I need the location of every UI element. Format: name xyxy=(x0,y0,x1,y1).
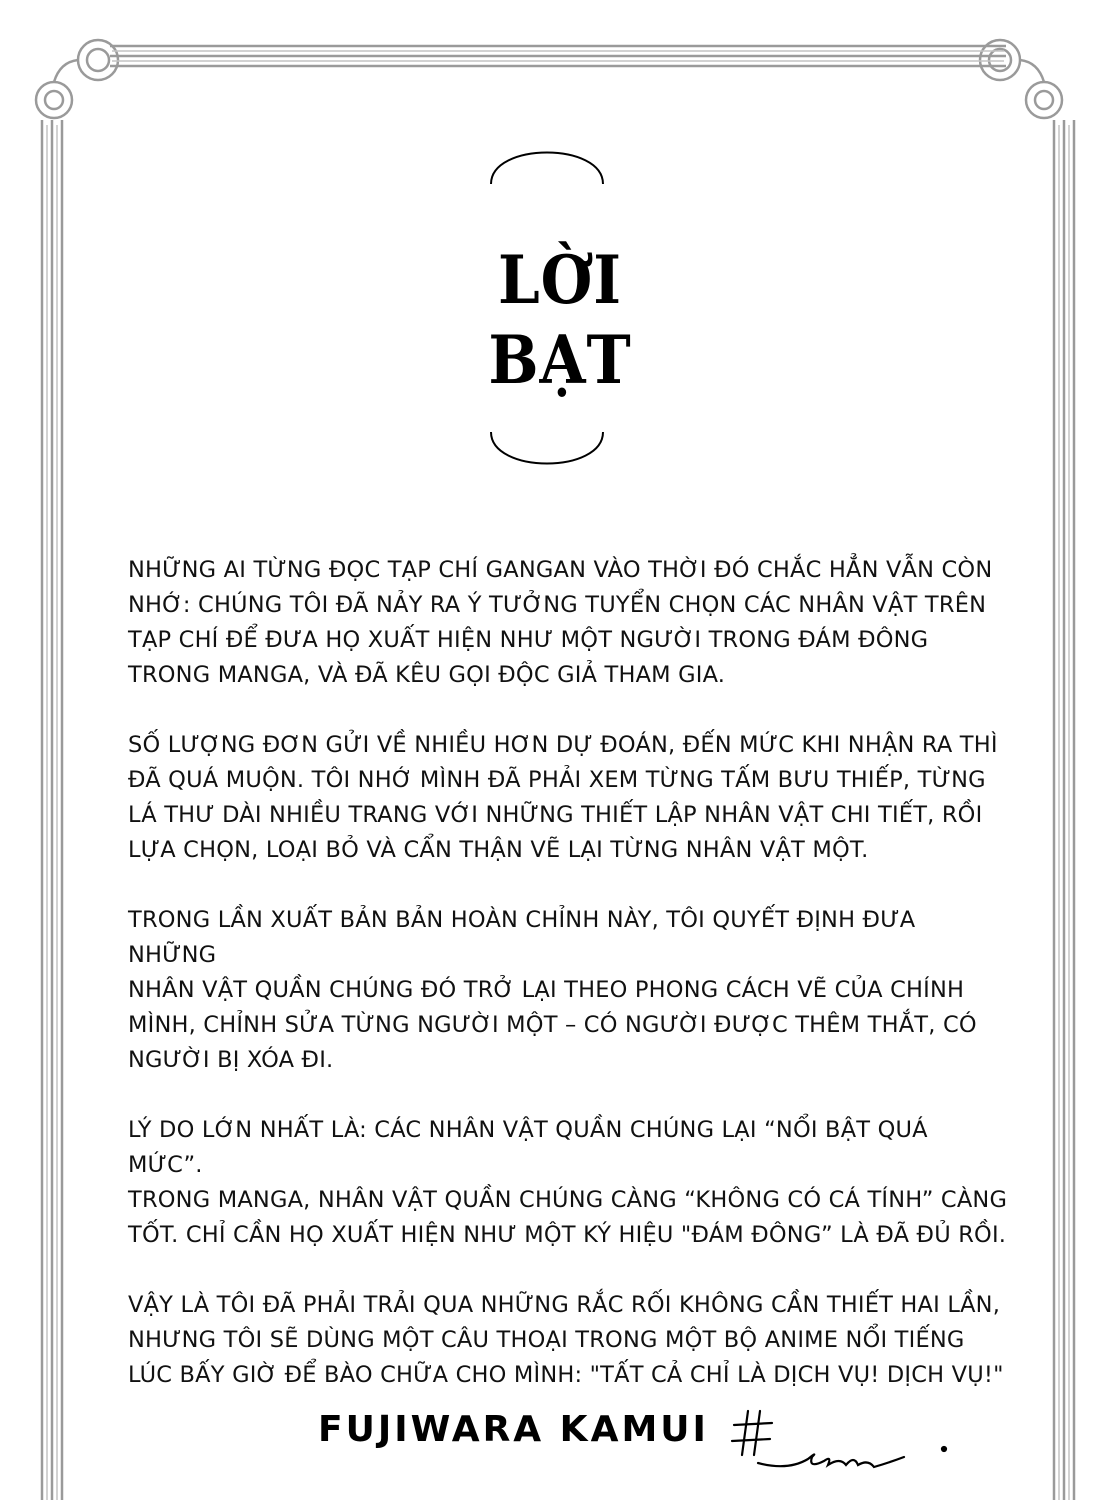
author-name: FUJIWARA KAMUI xyxy=(318,1409,709,1450)
title-bracket-bottom xyxy=(487,432,607,487)
paragraph: NHỮNG AI TỪNG ĐỌC TẠP CHÍ GANGAN VÀO THỜI ĐÓ CHẮC HẲN VẪN CÒN NHỚ: CHÚNG TÔI ĐÃ NẢY RA Ý TƯỞNG TUYỂN CHỌN CÁC NHÂN VẬT TRÊN TẠP CHÍ ĐỂ ĐƯA HỌ XUẤT HIỆN NHƯ MỘT NGƯỜI TRONG ĐÁM ĐÔNG TRONG MANGA, VÀ ĐÃ KÊU GỌI ĐỘC GIẢ THAM GIA. xyxy=(128,557,993,688)
paragraph: VẬY LÀ TÔI ĐÃ PHẢI TRẢI QUA NHỮNG RẮC RỐI KHÔNG CẦN THIẾT HAI LẦN, NHƯNG TÔI SẼ DÙNG MỘT CÂU THOẠI TRONG MỘT BỘ ANIME NỔI TIẾNG LÚC BẤY GIỜ ĐỂ BÀO CHỮA CHO MÌNH: "TẤT CẢ CHỈ LÀ DỊCH VỤ! DỊCH VỤ!" xyxy=(128,1292,1004,1388)
paragraph: LÝ DO LỚN NHẤT LÀ: CÁC NHÂN VẬT QUẦN CHÚNG LẠI “NỔI BẬT QUÁ MỨC”. TRONG MANGA, NHÂN VẬT QUẦN CHÚNG CÀNG “KHÔNG CÓ CÁ TÍNH” CÀNG TỐT. CHỈ CẦN HỌ XUẤT HIỆN NHƯ MỘT KÝ HIỆU "ĐÁM ĐÔNG” LÀ ĐÃ ĐỦ RỒI. xyxy=(128,1117,1008,1248)
paragraph: SỐ LƯỢNG ĐƠN GỬI VỀ NHIỀU HƠN DỰ ĐOÁN, ĐẾN MỨC KHI NHẬN RA THÌ ĐÃ QUÁ MUỘN. TÔI NHỚ MÌNH ĐÃ PHẢI XEM TỪNG TẤM BƯU THIẾP, TỪNG LÁ THƯ DÀI NHIỀU TRANG VỚI NHỮNG THIẾT LẬP NHÂN VẬT CHI TIẾT, RỒI LỰA CHỌN, LOẠI BỎ VÀ CẨN THẬN VẼ LẠI TỪNG NHÂN VẬT MỘT. xyxy=(128,732,998,863)
title-line-2: BẠT xyxy=(488,321,632,399)
handwritten-signature xyxy=(728,1405,968,1475)
title-bracket-top xyxy=(487,130,607,185)
title-line-1: LỜI xyxy=(497,241,623,319)
signature-row xyxy=(318,1405,978,1475)
afterword-body xyxy=(128,553,1008,1428)
paragraph: TRONG LẦN XUẤT BẢN BẢN HOÀN CHỈNH NÀY, TÔI QUYẾT ĐỊNH ĐƯA NHỮNG NHÂN VẬT QUẦN CHÚNG ĐÓ TRỞ LẠI THEO PHONG CÁCH VẼ CỦA CHÍNH MÌNH, CHỈNH SỬA TỪNG NGƯỜI MỘT – CÓ NGƯỜI ĐƯỢC THÊM THẮT, CÓ NGƯỜI BỊ XÓA ĐI. xyxy=(128,907,977,1073)
page-title xyxy=(440,240,680,400)
